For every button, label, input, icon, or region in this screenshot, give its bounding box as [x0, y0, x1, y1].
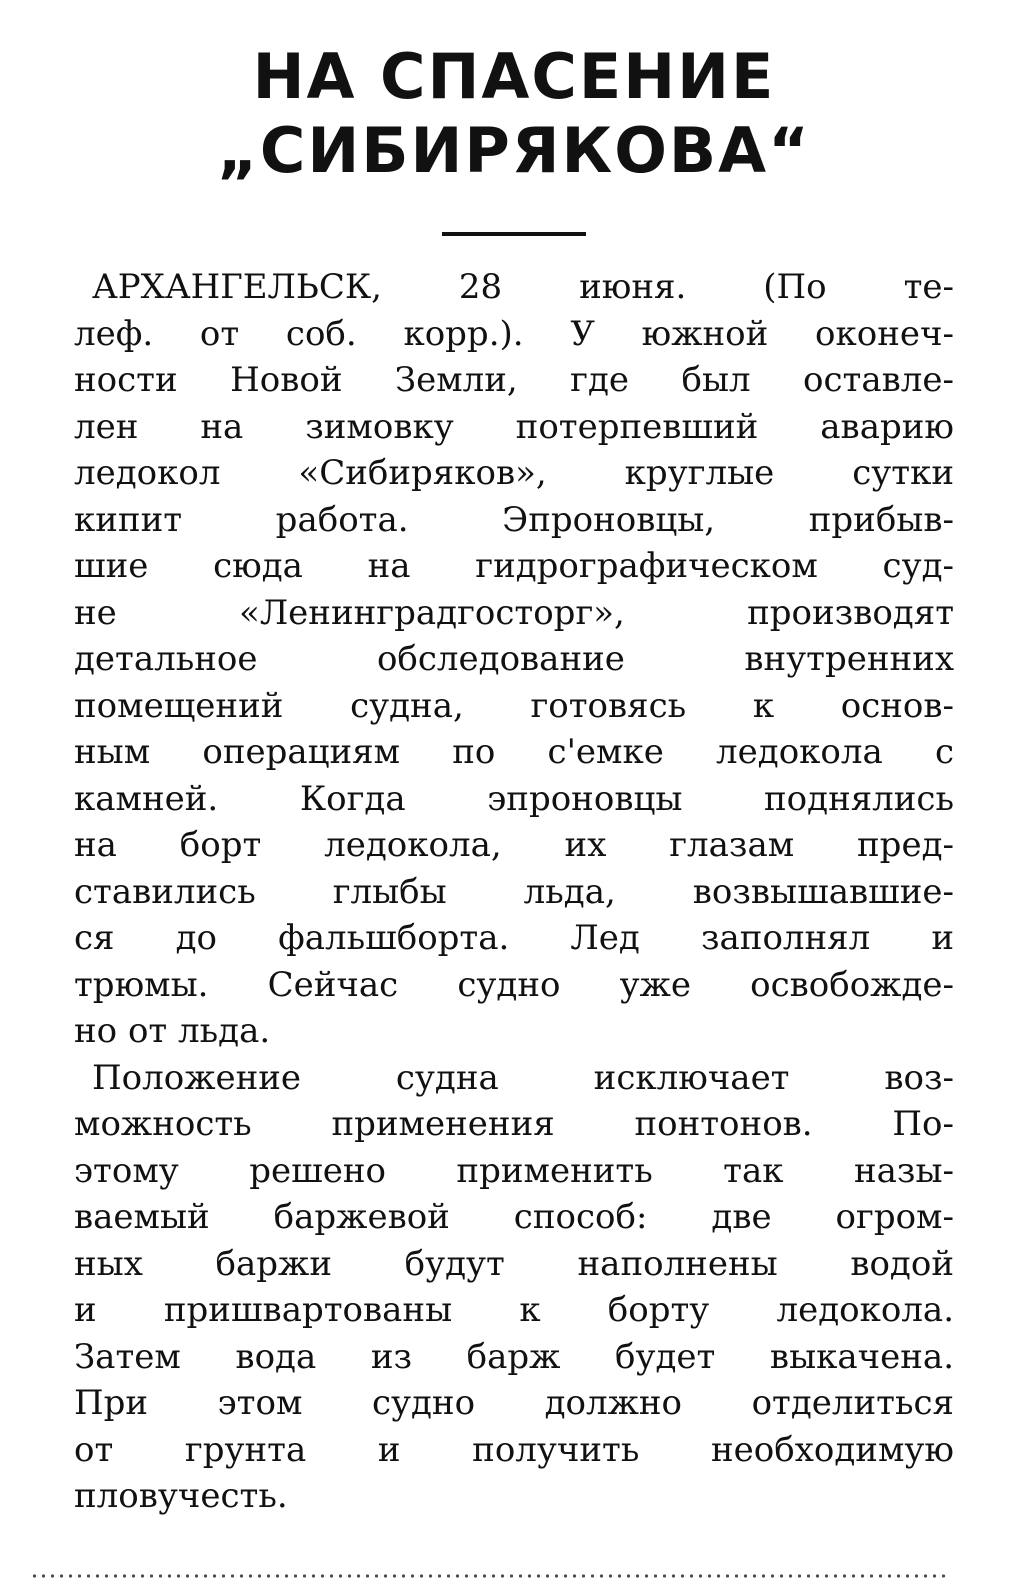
text-line: этому решено применить так назы-: [74, 1150, 954, 1191]
text-line: помещений судна, готовясь к основ-: [74, 685, 954, 726]
headline-line-2: „СИБИРЯКОВА“: [217, 114, 811, 187]
article-body: [74, 264, 954, 1520]
text-line: не «Ленинградгосторг», производят: [74, 592, 954, 633]
text-line: от грунта и получить необходимую: [74, 1429, 954, 1470]
text-line: пловучесть.: [74, 1476, 288, 1516]
text-line: но от льда.: [74, 1011, 271, 1051]
text-line: и пришвартованы к борту ледокола.: [74, 1290, 954, 1330]
text-line: ных баржи будут наполнены водой: [74, 1243, 954, 1284]
paragraph-1: [74, 264, 954, 1055]
text-line: АРХАНГЕЛЬСК, 28 июня. (По те-: [92, 267, 954, 307]
paragraph-2: [74, 1055, 954, 1520]
text-line: При этом судно должно отделиться: [74, 1383, 954, 1423]
text-line: ным операциям по с'емке ледокола с: [74, 732, 954, 772]
page-edge-dots: [30, 1572, 950, 1580]
headline: [74, 40, 954, 188]
text-line: леф. от соб. корр.). У южной оконеч-: [74, 313, 954, 354]
text-line: трюмы. Сейчас судно уже освобожде-: [74, 964, 954, 1005]
text-line: ставились глыбы льда, возвышавшие-: [74, 871, 954, 912]
article: [74, 40, 954, 1520]
text-line: можность применения понтонов. По-: [74, 1104, 954, 1144]
text-line: на борт ледокола, их глазам пред-: [74, 825, 954, 865]
text-line: детальное обследование внутренних: [74, 639, 954, 679]
text-line: ледокол «Сибиряков», круглые сутки: [74, 453, 954, 493]
text-line: кипит работа. Эпроновцы, прибыв-: [74, 499, 954, 540]
text-line: камней. Когда эпроновцы поднялись: [74, 778, 954, 819]
text-line: ности Новой Земли, где был оставле-: [74, 360, 954, 400]
title-divider: [442, 232, 586, 236]
text-line: шие сюда на гидрографическом суд-: [74, 546, 954, 586]
text-line: лен на зимовку потерпевший аварию: [74, 406, 954, 447]
text-line: Затем вода из барж будет выкачена.: [74, 1336, 954, 1377]
headline-line-1: НА СПАСЕНИЕ: [252, 40, 776, 113]
text-line: ваемый баржевой способ: две огром-: [74, 1197, 954, 1237]
text-line: ся до фальшборта. Лед заполнял и: [74, 918, 954, 958]
text-line: Положение судна исключает воз-: [92, 1057, 954, 1098]
